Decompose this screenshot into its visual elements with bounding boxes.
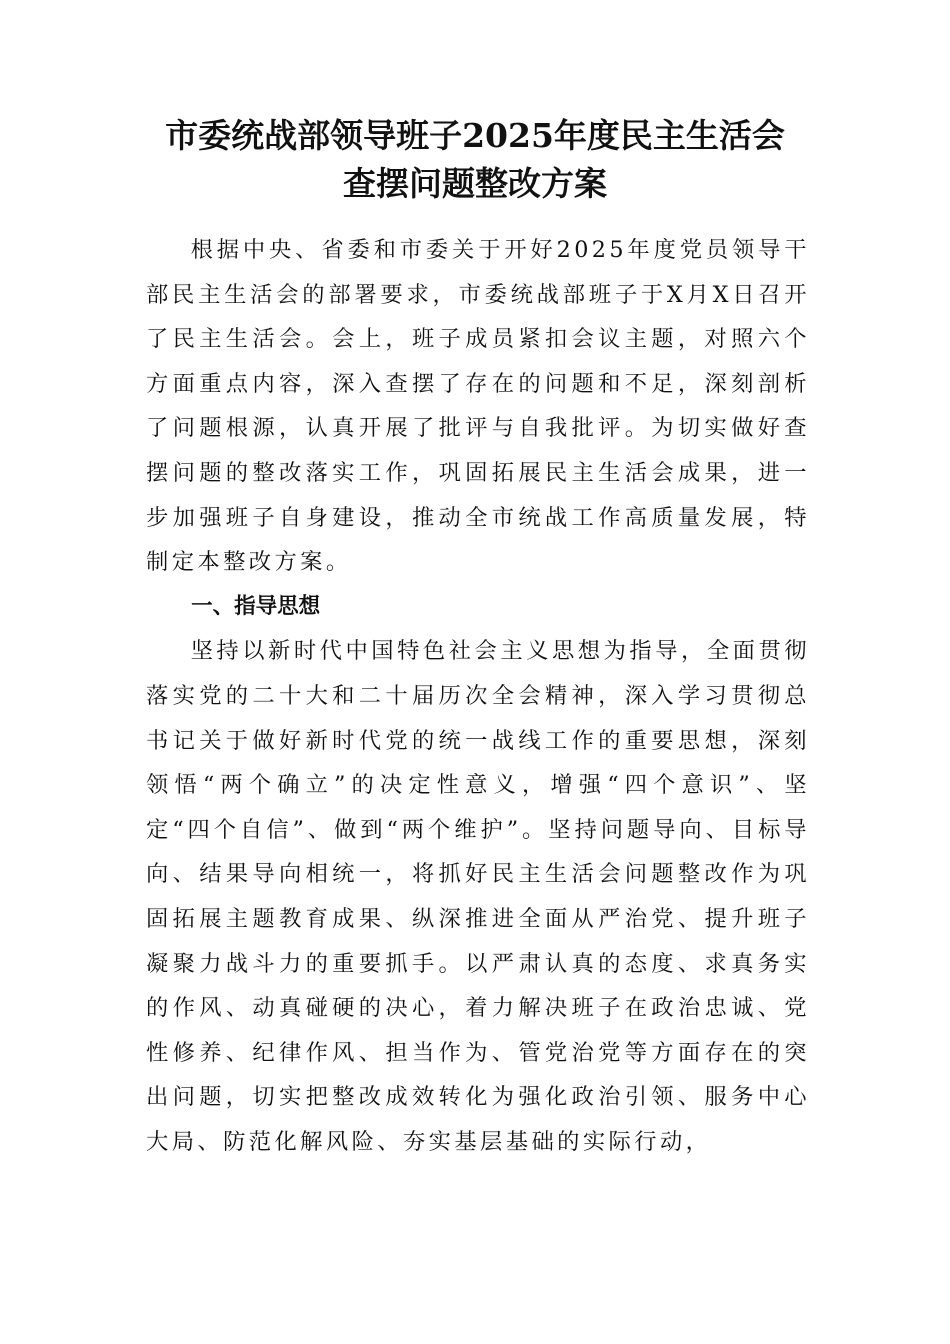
title-line-2: 查摆问题整改方案: [343, 164, 607, 203]
document-title: [100, 112, 850, 208]
document-body: [146, 228, 810, 1164]
section-paragraph-guiding-ideology: 坚持以新时代中国特色社会主义思想为指导，全面贯彻落实党的二十大和二十届历次全会精神，深入学习贯彻总书记关于做好新时代党的统一战线工作的重要思想，深刻领悟“两个确立”的决定性意义，增强“四个意识”、坚定“四个自信”、做到“两个维护”。坚持问题导向、目标导向、结果导向相统一，将抓好民主生活会问题整改作为巩固拓展主题教育成果、纵深推进全面从严治党、提升班子凝聚力战斗力的重要抓手。以严肃认真的态度、求真务实的作风、动真碰硬的决心，着力解决班子在政治忠诚、党性修养、纪律作风、担当作为、管党治党等方面存在的突出问题，切实把整改成效转化为强化政治引领、服务中心大局、防范化解风险、夯实基层基础的实际行动，: [146, 638, 810, 1155]
section-heading-guiding-ideology: 一、指导思想: [191, 593, 321, 619]
intro-paragraph: 根据中央、省委和市委关于开好2025年度党员领导干部民主生活会的部署要求，市委统战部班子于X月X日召开了民主生活会。会上，班子成员紧扣会议主题，对照六个方面重点内容，深入查摆了存在的问题和不足，深刻剖析了问题根源，认真开展了批评与自我批评。为切实做好查摆问题的整改落实工作，巩固拓展民主生活会成果，进一步加强班子自身建设，推动全市统战工作高质量发展，特制定本整改方案。: [146, 237, 810, 576]
title-line-1: 市委统战部领导班子2025年度民主生活会: [165, 116, 785, 155]
